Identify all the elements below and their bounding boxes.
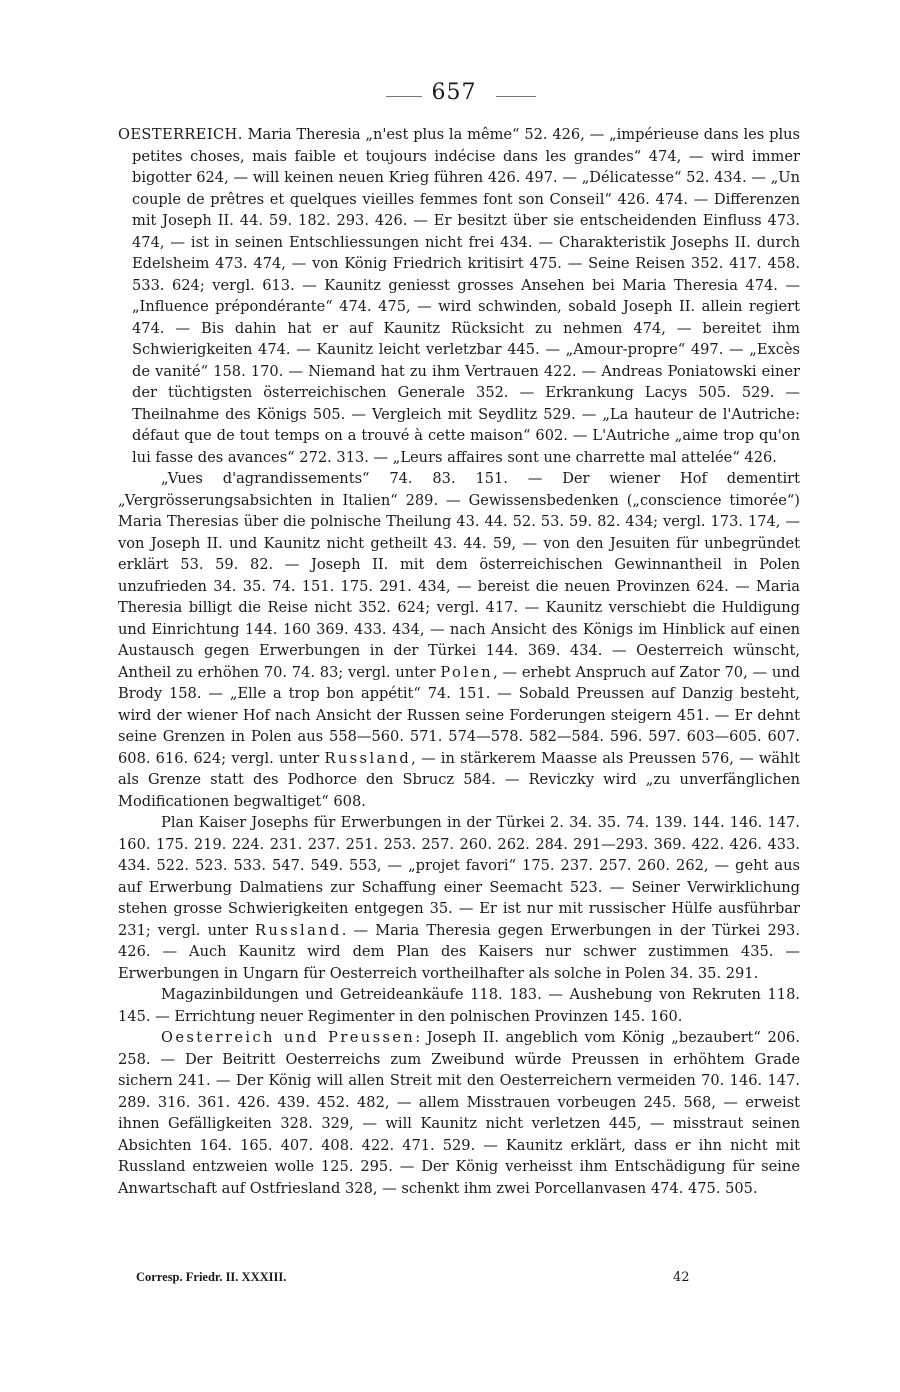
signature-mark: 42 <box>673 1270 690 1285</box>
entry-paragraph <box>118 1027 800 1199</box>
page-number: 657 <box>431 80 477 105</box>
entry-paragraph <box>118 468 800 812</box>
cross-reference: Russland <box>324 749 412 767</box>
entry-paragraph <box>118 984 800 1027</box>
paragraph-text: , — in stärkerem Maasse als Preussen 576, — wählt als Grenze statt des Podhorce den Sbrucz 584. — Reviczky wird „zu unverfänglichen Modificationen begwaltiget“ 608. <box>118 749 800 810</box>
index-entry <box>118 124 800 1199</box>
source-line: Corresp. Friedr. II. XXXIII. <box>136 1270 287 1284</box>
header-rule-right <box>496 96 536 97</box>
cross-reference: Polen <box>440 663 494 681</box>
page-footer <box>118 1270 800 1294</box>
paragraph-text: Plan Kaiser Josephs für Erwerbungen in der Türkei 2. 34. 35. 74. 139. 144. 146. 147. 160. 175. 219. 224. 231. 237. 251. 253. 257. 260. 262. 284. 291—293. 369. 422. 426. 433. 434. 522. 523. 533. 547. 549. 553, — „projet favori“ 175. 237. 257. 260. 262, — geht aus auf Erwerbung Dalmatiens zur Schaffung einer Seemacht 523. — Seiner Verwirklichung stehen grosse Schwierigkeiten entgegen 35. — Er ist nur mit russischer Hülfe ausführbar 231; vergl. unter <box>118 814 800 939</box>
entry-paragraph <box>118 812 800 984</box>
paragraph-text: „Vues d'agrandissements“ 74. 83. 151. — Der wiener Hof dementirt „Vergrösserungsabsichten in Italien“ 289. — Gewissensbedenken („conscience timorée“) Maria Theresias über die polnische Theilung 43. 44. 52. 53. 59. 82. 434; vergl. 173. 174, — von Joseph II. und Kaunitz nicht getheilt 43. 44. 59, — von den Jesuiten für unbegründet erklärt 53. 59. 82. — Joseph II. mit dem österreichischen Gewinnantheil in Polen unzufrieden 34. 35. 74. 151. 175. 291. 434, — bereist die neuen Provinzen 624. — Maria Theresia billigt die Reise nicht 352. 624; vergl. 417. — Kaunitz verschiebt die Huldigung und Einrichtung 144. 160 369. 433. 434, — nach Ansicht des Königs im Hinblick auf einen Austausch gegen Erwerbungen in der Türkei 144. 369. 434. — Oesterreich wünscht, Antheil zu erhöhen 70. 74. 83; vergl. unter <box>118 470 800 681</box>
subheading: Oesterreich und Preussen <box>161 1029 416 1046</box>
header-rule-left <box>386 96 422 97</box>
paragraph-text: , — erhebt Anspruch auf Zator 70, — und Brody 158. — „Elle a trop bon appétit“ 74. 151. — Sobald Preussen auf Danzig besteht, wird der wiener Hof nach Ansicht der Russen seine Forderungen steigern 451. — Er dehnt seine Grenzen in Polen aus 558—560. 571. 574—578. 582—584. 596. 597. 603—605. 607. 608. 616. 624; vergl. unter <box>118 663 800 767</box>
paragraph-text: Magazinbildungen und Getreideankäufe 118. 183. — Aushebung von Rekruten 118. 145. — Errichtung neuer Regimenter in den polnischen Provinzen 145. 160. <box>118 986 800 1025</box>
paragraph-text: Maria Theresia „n'est plus la même“ 52. 426, — „impérieuse dans les plus petites choses, mais faible et toujours indécise dans les grandes“ 474, — wird immer bigotter 624, — will keinen neuen Krieg führen 426. 497. — „Délicatesse“ 52. 434. — „Un couple de prêtres et quelques vieilles femmes font son Conseil“ 426. 474. — Differenzen mit Joseph II. 44. 59. 182. 293. 426. — Er besitzt über sie entscheidenden Einfluss 473. 474, — ist in seinen Entschliessungen nicht frei 434. — Charakteristik Josephs II. durch Edelsheim 473. 474, — von König Friedrich kritisirt 475. — Seine Reisen 352. 417. 458. 533. 624; vergl. 613. — Kaunitz geniesst grosses Ansehen bei Maria Theresia 474. — „Influence prépondérante“ 474. 475, — wird schwinden, sobald Joseph II. allein regiert 474. — Bis dahin hat er auf Kaunitz Rücksicht zu nehmen 474, — bereitet ihm Schwierigkeiten 474. — Kaunitz leicht verletzbar 445. — „Amour-propre“ 497. — „Excès de vanité“ 158. 170. — Niemand hat zu ihm Vertrauen 422. — Andreas Poniatowski einer der tüchtigsten österreichischen Generale 352. — Erkrankung Lacys 505. 529. — Theilnahme des Königs 505. — Vergleich mit Seydlitz 529. — „La hauteur de l'Autriche: défaut que de tout temps on a trouvé à cette maison“ 602. — L'Autriche „aime trop qu'on lui fasse des avances“ 272. 313. — „Leurs affaires sont une charrette mal attelée“ 426. <box>132 126 800 466</box>
paragraph-text: : Joseph II. angeblich vom König „bezaubert“ 206. 258. — Der Beitritt Oesterreichs zum Zweibund würde Preussen in erhöhtem Grade sichern 241. — Der König will allen Streit mit den Oesterreichern vermeiden 70. 146. 147. 289. 316. 361. 426. 439. 452. 482, — allem Misstrauen vorbeugen 245. 568, — erweist ihnen Gefälligkeiten 328. 329, — will Kaunitz nicht verletzen 445, — misstraut seinen Absichten 164. 165. 407. 408. 422. 471. 529. — Kaunitz erklärt, dass er ihn nicht mit Russland entzweien wolle 125. 295. — Der König verheisst ihm Entschädigung für seine Anwartschaft auf Ostfriesland 328, — schenkt ihm zwei Porcellanvasen 474. 475. 505. <box>118 1029 800 1197</box>
cross-reference: Russland <box>255 921 342 939</box>
entry-paragraph <box>118 124 800 468</box>
page-header <box>0 80 900 112</box>
entry-heading: OESTERREICH. <box>118 126 243 143</box>
paragraph-text: . — Maria Theresia gegen Erwerbungen in der Türkei 293. 426. — Auch Kaunitz wird dem Plan des Kaisers nur schwer zustimmen 435. — Erwerbungen in Ungarn für Oesterreich vortheilhafter als solche in Polen 34. 35. 291. <box>118 921 800 982</box>
